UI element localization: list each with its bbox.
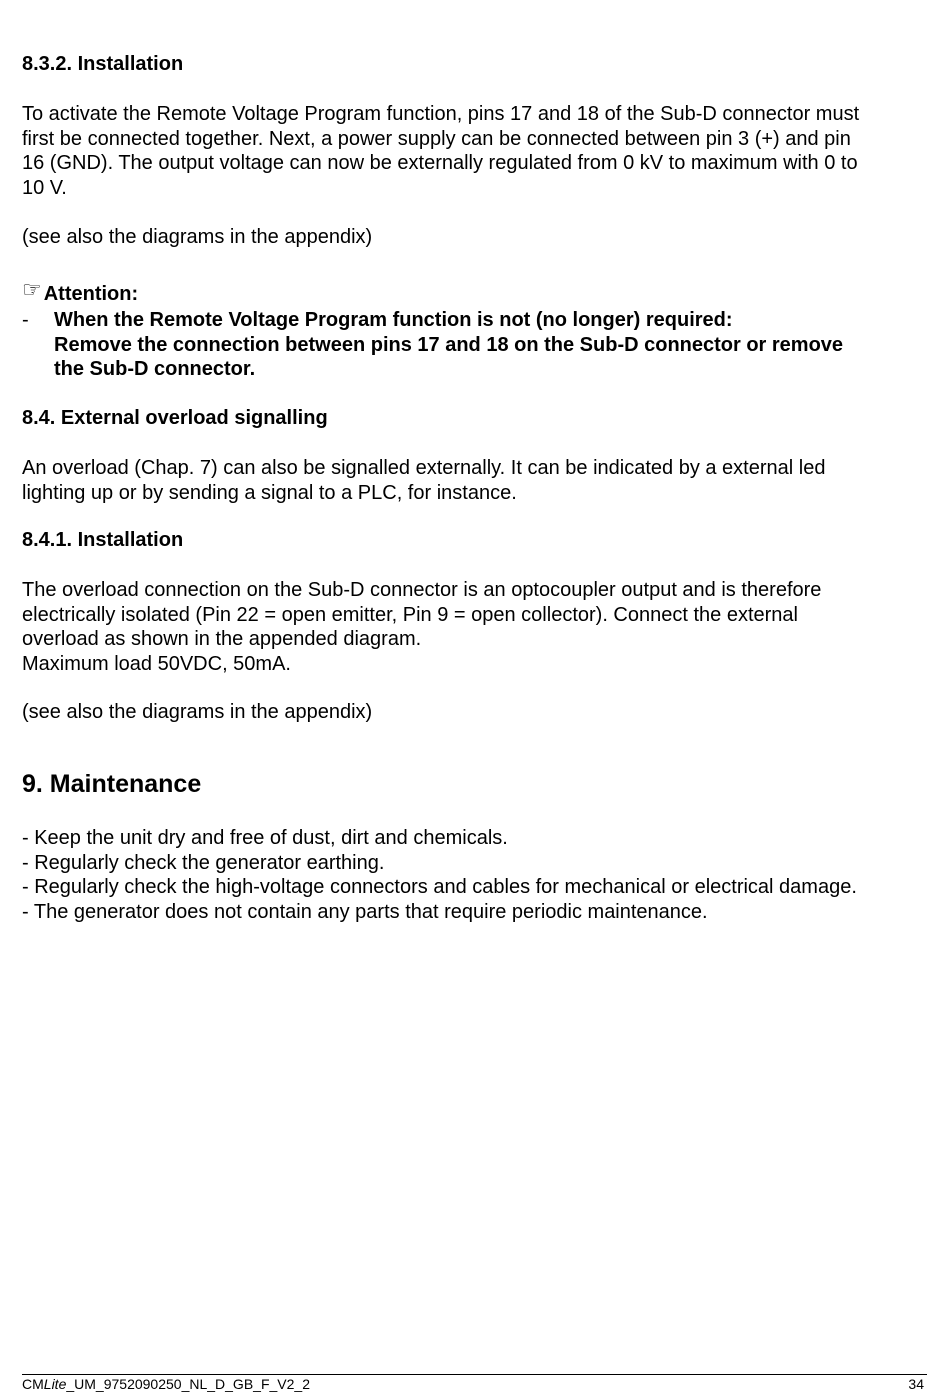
doc-italic: Lite — [43, 1376, 67, 1392]
footer-document-id — [22, 1376, 310, 1392]
text-line: first be connected together. Next, a power supply can be connected between pin 3 (+) and pin — [22, 127, 851, 150]
text-line: overload as shown in the appended diagram. — [22, 628, 422, 650]
heading-8-3-2: 8.3.2. Installation — [22, 53, 184, 75]
list-item: - Regularly check the generator earthing. — [22, 851, 385, 874]
text-line: To activate the Remote Voltage Program function, pins 17 and 18 of the Sub-D connector must — [22, 103, 860, 125]
text-line: Remove the connection between pins 17 and 18 on the Sub-D connector or remove — [54, 333, 844, 356]
paragraph-see-appendix-2: (see also the diagrams in the appendix) — [22, 701, 373, 723]
list-item: - Keep the unit dry and free of dust, dirt and chemicals. — [22, 827, 508, 849]
maintenance-list — [22, 826, 922, 924]
text-line: 16 (GND). The output voltage can now be externally regulated from 0 kV to maximum with 0 to — [22, 152, 858, 174]
text-line: The overload connection on the Sub-D connector is an optocoupler output and is therefore — [22, 579, 822, 601]
text-line: electrically isolated (Pin 22 = open emitter, Pin 9 = open collector). Connect the external — [22, 603, 798, 626]
list-dash: - — [22, 309, 29, 331]
heading-9-maintenance: 9. Maintenance — [22, 770, 202, 798]
paragraph-optocoupler — [22, 578, 922, 676]
attention-label: Attention: — [43, 283, 139, 305]
text-line: lighting up or by sending a signal to a PLC, for instance. — [22, 481, 517, 504]
text-line: the Sub-D connector. — [54, 358, 256, 380]
attention-heading — [22, 278, 138, 307]
heading-8-4: 8.4. External overload signalling — [22, 407, 328, 429]
text-line: Maximum load 50VDC, 50mA. — [22, 652, 291, 675]
text-line: 10 V. — [22, 176, 67, 199]
heading-8-4-1: 8.4.1. Installation — [22, 529, 184, 551]
text-line: When the Remote Voltage Program function is not (no longer) required: — [54, 309, 733, 331]
paragraph-overload — [22, 456, 922, 505]
doc-prefix: CM — [22, 1376, 44, 1392]
doc-suffix: _UM_9752090250_NL_D_GB_F_V2_2 — [66, 1376, 310, 1392]
list-item: - Regularly check the high-voltage connectors and cables for mechanical or electrical damage. — [22, 876, 857, 898]
text-line: An overload (Chap. 7) can also be signalled externally. It can be indicated by a external led — [22, 457, 826, 479]
list-item: - The generator does not contain any parts that require periodic maintenance. — [22, 900, 708, 923]
pointing-hand-icon: ☞ — [22, 277, 42, 302]
footer-divider — [22, 1374, 927, 1375]
page-number: 34 — [908, 1376, 924, 1392]
paragraph-remote-voltage — [22, 102, 922, 200]
paragraph-see-appendix-1: (see also the diagrams in the appendix) — [22, 226, 373, 248]
